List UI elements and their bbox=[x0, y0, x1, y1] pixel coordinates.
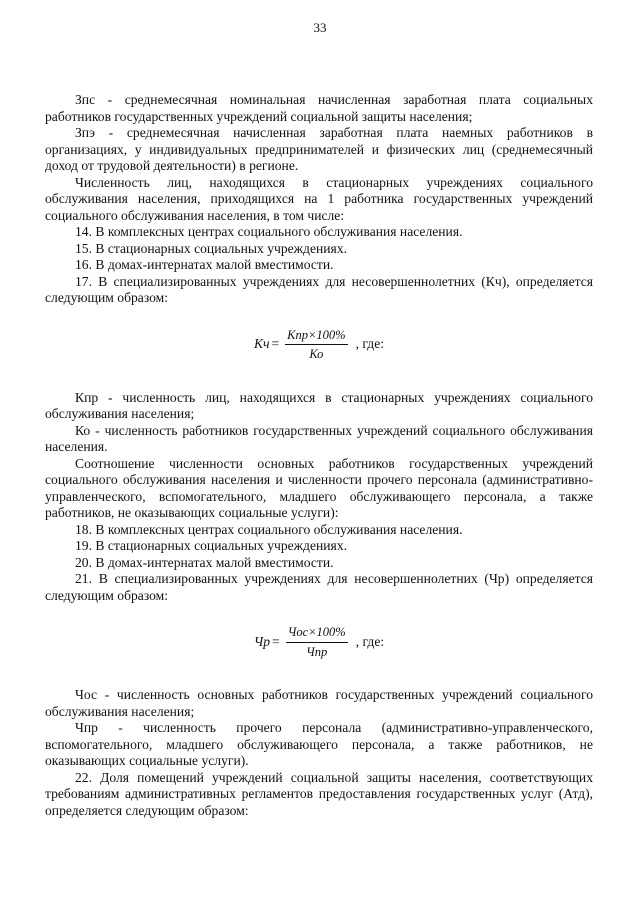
formula-kch-denominator: Ко bbox=[309, 347, 324, 361]
formula-chr bbox=[45, 624, 593, 660]
formula-kch-numerator: Кпр×100% bbox=[285, 327, 347, 346]
paragraph-residents-ratio-intro: Численность лиц, находящихся в стационарных учреждениях социального обслуживания населения, приходящихся на 1 работника государственных учреждений социального обслуживания населения, в том числе: bbox=[45, 174, 593, 223]
list-item-18: 18. В комплексных центрах социального обслуживания населения. bbox=[75, 521, 463, 537]
paragraph-zpe-definition: Зпэ - среднемесячная начисленная заработная плата наемных работников в организациях, у индивидуальных предпринимателей и физических лиц (среднемесячный доход от трудовой деятельности) в регионе. bbox=[45, 125, 593, 173]
paragraph-staff-ratio-intro: Соотношение численности основных работников государственных учреждений социального обслуживания населения и численности прочего персонала (административно-управленческого, вспомогательного, младшего обслуживающего персонала, а также работников, не оказывающих социальные услуги): bbox=[45, 455, 593, 520]
list-item-15: 15. В стационарных социальных учреждениях. bbox=[75, 240, 348, 256]
paragraph-ko-definition: Ко - численность работников государственных учреждений социального обслуживания населения. bbox=[45, 422, 593, 454]
formula-chr-where: , где: bbox=[355, 633, 385, 649]
formula-kch-where: , где: bbox=[355, 336, 384, 352]
list-item-22: 22. Доля помещений учреждений социальной защиты населения, соответствующих требованиям административных регламентов предоставления государственных услуг (Атд), определяется следующим образом: bbox=[45, 769, 593, 818]
list-item-20: 20. В домах-интернатах малой вместимости. bbox=[75, 554, 334, 570]
list-item-17: 17. В специализированных учреждениях для несовершеннолетних (Кч), определяется следующим образом: bbox=[45, 273, 593, 305]
formula-chr-equals: = bbox=[272, 633, 280, 649]
list-item-16: 16. В домах-интернатах малой вместимости. bbox=[75, 257, 334, 272]
formula-kch-equals: = bbox=[271, 336, 280, 352]
page-number: 33 bbox=[313, 20, 327, 35]
formula-chr-numerator: Чос×100% bbox=[286, 624, 348, 643]
paragraph-chpr-definition: Чпр - численность прочего персонала (административно-управленческого, вспомогательного, младшего обслуживающего персонала, а также работников, не оказывающих социальные услуги). bbox=[45, 720, 593, 768]
list-item-19: 19. В стационарных социальных учреждениях. bbox=[75, 538, 348, 553]
list-item-14: 14. В комплексных центрах социального обслуживания населения. bbox=[75, 224, 463, 239]
document-body bbox=[45, 92, 593, 819]
paragraph-zps-definition: Зпс - среднемесячная номинальная начисленная заработная плата социальных работников государственных учреждений социальной защиты населения; bbox=[45, 92, 593, 124]
formula-kch-lhs: Кч bbox=[253, 336, 270, 352]
list-item-21: 21. В специализированных учреждениях для несовершеннолетних (Чр) определяется следующим образом: bbox=[45, 571, 593, 603]
formula-chr-fraction bbox=[286, 624, 348, 660]
formula-chr-denominator: Чпр bbox=[306, 644, 328, 659]
paragraph-kpr-definition: Кпр - численность лиц, находящихся в стационарных учреждениях социального обслуживания населения; bbox=[45, 389, 593, 421]
formula-chr-lhs: Чр bbox=[253, 633, 271, 649]
formula-kch bbox=[45, 327, 593, 363]
paragraph-chos-definition: Чос - численность основных работников государственных учреждений социального обслуживания населения; bbox=[45, 687, 593, 719]
formula-kch-fraction bbox=[285, 327, 347, 363]
